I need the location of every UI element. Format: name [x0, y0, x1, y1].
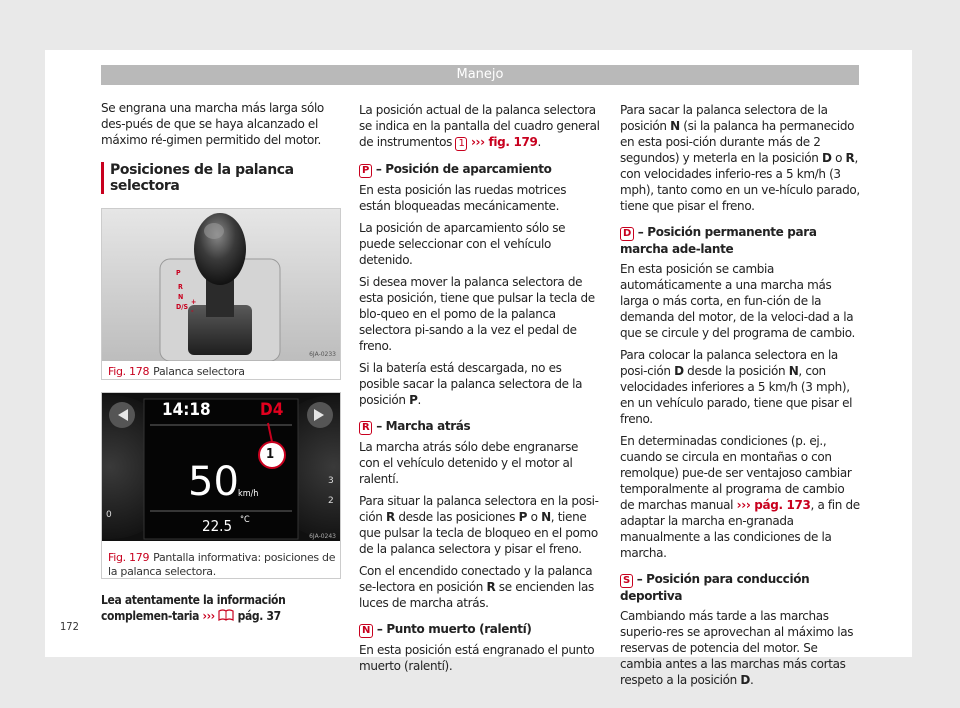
figure-caption	[108, 365, 245, 379]
subsection-title: – Posición permanente para marcha ade-lante	[620, 225, 817, 256]
svg-text:0: 0	[106, 510, 112, 520]
subsection-title: – Posición de aparcamiento	[375, 162, 552, 176]
text: Cambiando más tarde a las marchas superio-res se aprovechan al máximo las reservas de potencia del motor. Se cambia antes a las marchas más cortas respeto a la posición	[620, 609, 854, 687]
subsection-N	[359, 621, 601, 638]
text: Para sacar la palanca selectora de la posición	[620, 103, 828, 133]
display-speed-unit: km/h	[238, 489, 259, 499]
column-right	[620, 102, 860, 694]
image-code: 6JA-0233	[309, 351, 336, 358]
figure-link[interactable]: ››› fig. 179	[470, 135, 538, 149]
bold-text: N	[541, 510, 551, 524]
paragraph	[620, 102, 860, 214]
page-link[interactable]: ››› pág. 173	[736, 498, 811, 512]
additional-info-note	[101, 592, 346, 625]
figure-178	[101, 208, 341, 380]
column-middle	[359, 102, 601, 680]
bold-text: R	[845, 151, 855, 165]
bold-text: P	[518, 510, 528, 524]
book-icon	[218, 609, 234, 625]
section-title: Posiciones de la palanca selectora	[101, 162, 346, 194]
text: Con el encendido conectado y la palanca se-lectora en posición	[359, 564, 593, 594]
text: En determinadas condiciones (p. ej., cuando se circula en montañas o con remolque) pue-de ser ventajoso cambiar temporalmente al programa de cambio de marchas manual	[620, 434, 852, 512]
display-speed: 50	[188, 459, 239, 505]
text: o	[835, 151, 843, 165]
gear-lever-illustration	[102, 209, 340, 361]
gear-letter-R: R	[178, 283, 183, 291]
display-temp: 22.5	[202, 517, 233, 535]
paragraph: La marcha atrás sólo debe engranarse con el vehículo detenido y el motor al ralentí.	[359, 440, 579, 486]
paragraph	[620, 347, 860, 427]
bold-text: N	[788, 364, 799, 378]
text: o	[530, 510, 538, 524]
bold-text: N	[670, 119, 680, 133]
text: .	[750, 673, 754, 687]
gear-letter-minus: -	[191, 307, 194, 315]
note-page-ref[interactable]: pág. 37	[237, 609, 281, 623]
paragraph	[620, 433, 860, 561]
figure-caption	[108, 551, 336, 579]
paragraph: En esta posición está engranado el punto muerto (ralentí).	[359, 643, 595, 673]
note-arrows[interactable]: ›››	[202, 609, 215, 623]
bold-text: P	[409, 393, 418, 407]
subsection-title: – Posición para conducción deportiva	[620, 572, 810, 603]
gear-letter-DS: D/S	[176, 303, 189, 311]
text: desde la posición	[687, 364, 786, 378]
position-key-D: D	[620, 227, 634, 241]
paragraph: En esta posición se cambia automáticamente a una marcha más larga o más corta, en fun-ción de la demanda del motor, de la veloci-dad a la que se circule y del programa de cambio.	[620, 262, 856, 340]
position-key-R: R	[359, 421, 372, 435]
svg-text:3: 3	[328, 476, 334, 486]
subsection-P	[359, 161, 601, 178]
position-key-P: P	[359, 164, 372, 178]
bold-text: R	[486, 580, 496, 594]
figure-caption-text: Pantalla informativa: posiciones de la palanca selectora.	[108, 551, 336, 578]
paragraph: Si desea mover la palanca selectora de esta posición, tiene que pulsar la tecla de blo-queo en el pomo de la palanca selectora pi-sando a la vez el pedal de freno.	[359, 275, 595, 353]
text: , con velocidades inferio-res a 5 km/h (3 mph), tanto como en un ve-hículo parado, tiene que pisar el freno.	[620, 151, 860, 213]
paragraph: En esta posición las ruedas motrices están bloqueadas mecánicamente.	[359, 183, 567, 213]
intro-text: La posición actual de la palanca selectora se indica en la pantalla del cuadro general de instrumentos	[359, 103, 600, 149]
bold-text: D	[674, 364, 684, 378]
text: , con velocidades inferiores a 5 km/h (3 mph), en un vehículo parado, tiene que pisar el freno.	[620, 364, 853, 426]
text: (si la palanca ha permanecido en esta posi-ción durante más de 2 segundos) y meterla en la posición	[620, 119, 855, 165]
subsection-D	[620, 224, 860, 257]
gear-lever-image	[102, 209, 340, 361]
subsection-title: – Marcha atrás	[376, 419, 471, 433]
paragraph	[359, 563, 601, 611]
image-code: 6JA-0243	[309, 533, 336, 540]
text: se encienden las luces de marcha atrás.	[359, 580, 594, 610]
display-gear: D4	[260, 400, 284, 420]
paragraph: La posición de aparcamiento sólo se puede seleccionar con el vehículo detenido.	[359, 221, 566, 267]
paragraph	[620, 608, 860, 688]
note-text: Lea atentamente la información complemen-taria	[101, 593, 286, 623]
gear-letter-P: P	[176, 269, 181, 277]
figure-caption-text: Palanca selectora	[153, 365, 245, 378]
subsection-R	[359, 418, 601, 435]
position-key-S: S	[620, 574, 633, 588]
intro-paragraph: Se engrana una marcha más larga sólo des-pués de que se haya alcanzado el máximo ré-gimen permitido del motor.	[101, 101, 324, 147]
subsection-title: – Punto muerto (ralentí)	[376, 622, 532, 636]
figure-179	[101, 392, 341, 579]
gear-letter-plus: +	[191, 298, 197, 306]
paragraph	[359, 493, 601, 557]
callout-key-1: 1	[455, 137, 467, 151]
text: desde las posiciones	[398, 510, 516, 524]
text: , a fin de adaptar la marcha en-granada manualmente a las condiciones de la marcha.	[620, 498, 860, 560]
text: Para situar la palanca selectora en la posi-ción	[359, 494, 599, 524]
position-key-N: N	[359, 624, 373, 638]
paragraph: Si la batería está descargada, no es posible sacar la palanca selectora de la posición P.	[359, 361, 583, 407]
text: , tiene que pulsar la tecla de bloqueo en el pomo de la palanca selectora y pisar el freno.	[359, 510, 598, 556]
intro-paragraph: La posición actual de la palanca selectora se indica en la pantalla del cuadro general de instrumentos 1 ››› fig. 179.	[359, 103, 600, 149]
figure-label: Fig. 178	[108, 365, 150, 378]
bold-text: R	[385, 510, 395, 524]
bold-text: D	[740, 673, 751, 687]
callout-number: 1	[266, 447, 275, 462]
page-number: 172	[60, 620, 79, 633]
subsection-S	[620, 571, 860, 604]
svg-text:2: 2	[328, 496, 334, 506]
text: Para colocar la palanca selectora en la posi-ción	[620, 348, 838, 378]
column-left	[101, 100, 346, 194]
text: Si la batería está descargada, no es posible sacar la palanca selectora de la posición	[359, 361, 583, 407]
section-header: Manejo	[101, 65, 859, 85]
display-temp-unit: °C	[240, 515, 250, 525]
bold-text: D	[821, 151, 832, 165]
display-time: 14:18	[162, 400, 211, 420]
gear-letter-N: N	[178, 293, 184, 301]
figure-label: Fig. 179	[108, 551, 150, 564]
